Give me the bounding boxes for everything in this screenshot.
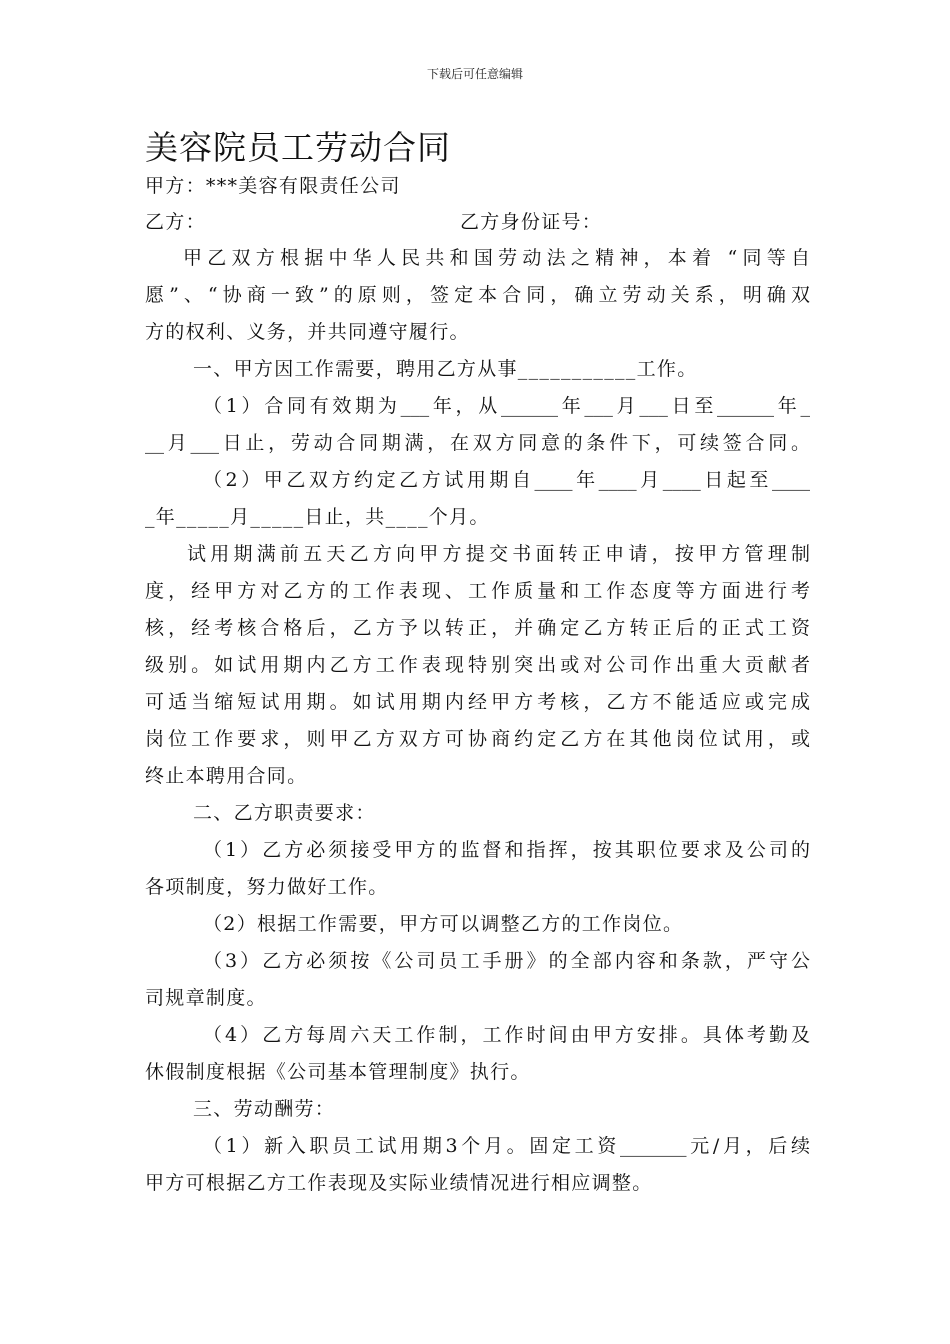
body-line: 可适当缩短试用期。如试用期内经甲方考核，乙方不能适应或完成 bbox=[145, 691, 810, 713]
body-line: 终止本聘用合同。 bbox=[145, 765, 308, 787]
body-line: 岗位工作要求，则甲乙方双方可协商约定乙方在其他岗位试用，或 bbox=[145, 728, 810, 750]
body-line: 愿”、“协商一致”的原则，签定本合同，确立劳动关系，明确双 bbox=[145, 284, 810, 306]
body-line: 核，经考核合格后，乙方予以转正，并确定乙方转正后的正式工资 bbox=[145, 617, 810, 639]
body-line: 各项制度，努力做好工作。 bbox=[145, 876, 389, 898]
body-line: 休假制度根据《公司基本管理制度》执行。 bbox=[145, 1061, 531, 1083]
body-line: （2）根据工作需要，甲方可以调整乙方的工作岗位。 bbox=[203, 913, 684, 935]
body-line: （3）乙方必须按《公司员工手册》的全部内容和条款，严守公 bbox=[203, 950, 810, 972]
body-line: __月___日止，劳动合同期满，在双方同意的条件下，可续签合同。 bbox=[145, 432, 810, 454]
body-line: 甲乙双方根据中华人民共和国劳动法之精神，本着 “同等自 bbox=[183, 247, 810, 269]
body-line: 一、甲方因工作需要，聘用乙方从事___________工作。 bbox=[193, 358, 698, 380]
body-line: （1）合同有效期为___年，从______年___月___日至______年_ bbox=[203, 395, 810, 417]
body-line: 度，经甲方对乙方的工作表现、工作质量和工作态度等方面进行考 bbox=[145, 580, 810, 602]
body-line: 试用期满前五天乙方向甲方提交书面转正申请，按甲方管理制 bbox=[187, 543, 810, 565]
party-a-line: 甲方：***美容有限责任公司 bbox=[145, 175, 401, 197]
body-line: 方的权利、义务，并共同遵守履行。 bbox=[145, 321, 470, 343]
body-line: 级别。如试用期内乙方工作表现特别突出或对公司作出重大贡献者 bbox=[145, 654, 810, 676]
contract-title: 美容院员工劳动合同 bbox=[145, 128, 451, 167]
body-line: 三、劳动酬劳： bbox=[193, 1098, 336, 1120]
party-b-id-label: 乙方身份证号： bbox=[460, 211, 603, 233]
body-line: （1）新入职员工试用期3个月。固定工资_______元/月，后续 bbox=[203, 1135, 810, 1157]
body-line: （1）乙方必须接受甲方的监督和指挥，按其职位要求及公司的 bbox=[203, 839, 810, 861]
body-line: 甲方可根据乙方工作表现及实际业绩情况进行相应调整。 bbox=[145, 1172, 653, 1194]
body-line: 二、乙方职责要求： bbox=[193, 802, 376, 824]
body-line: （2）甲乙双方约定乙方试用期自____年____月____日起至____ bbox=[203, 469, 810, 491]
body-line: 司规章制度。 bbox=[145, 987, 267, 1009]
page-header-note: 下载后可任意编辑 bbox=[426, 67, 523, 81]
party-b-label: 乙方： bbox=[145, 211, 206, 233]
body-line: _年_____月_____日止，共____个月。 bbox=[145, 506, 490, 528]
body-line: （4）乙方每周六天工作制，工作时间由甲方安排。具体考勤及 bbox=[203, 1024, 810, 1046]
